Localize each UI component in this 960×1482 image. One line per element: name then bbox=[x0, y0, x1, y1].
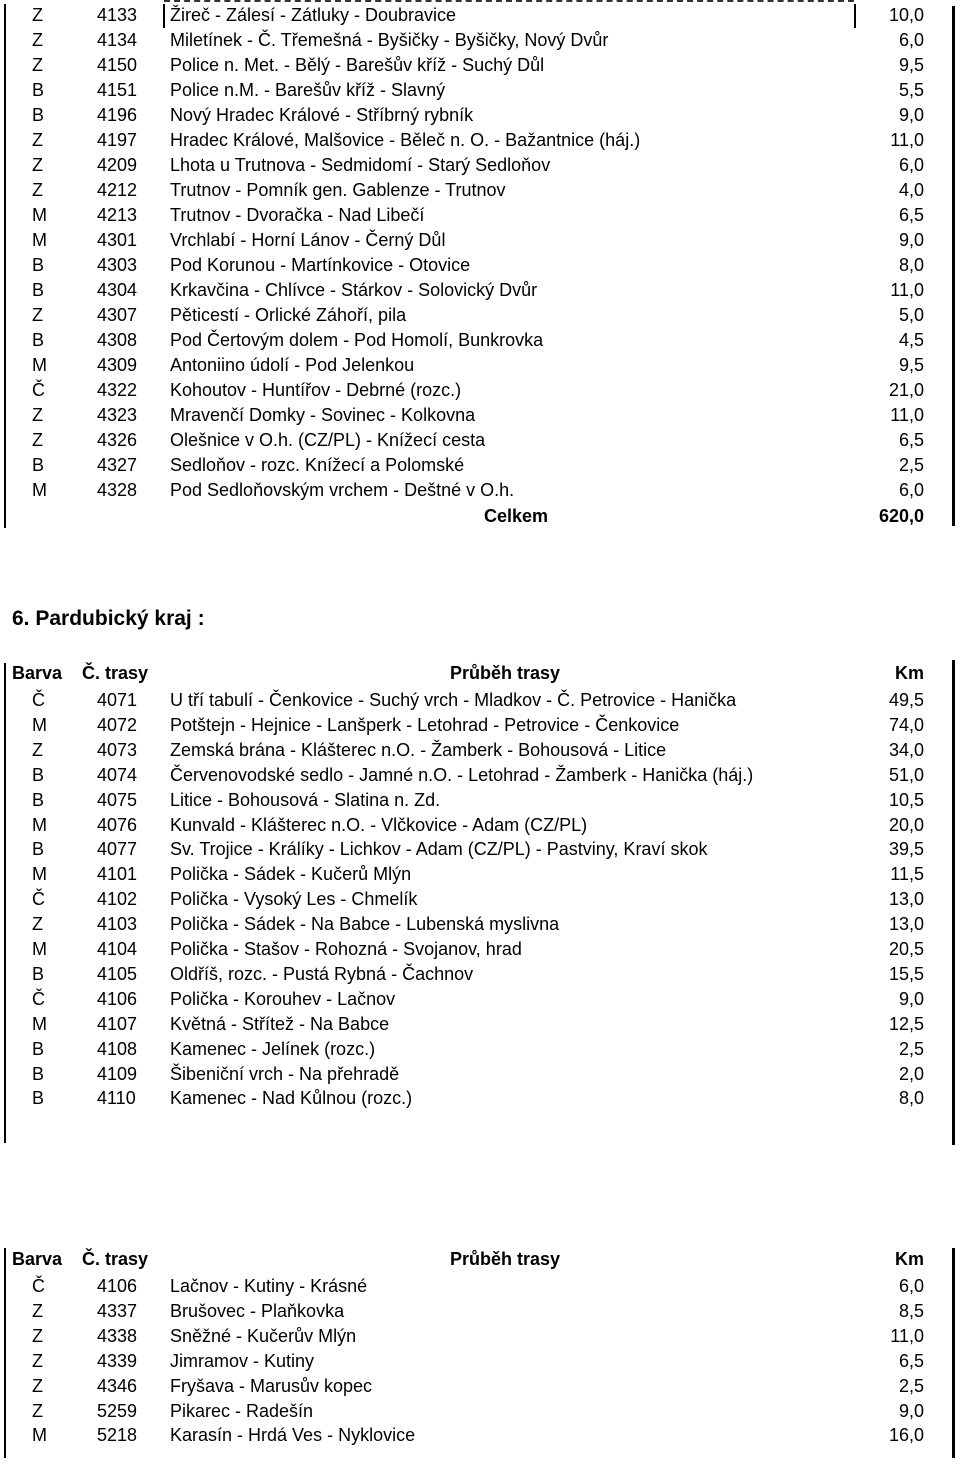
table-row bbox=[0, 837, 960, 862]
trail-route: Nový Hradec Králové - Stříbrný rybník bbox=[170, 105, 474, 125]
trail-color: B bbox=[32, 280, 45, 300]
trail-km: 12,5 bbox=[888, 1013, 924, 1034]
table-row bbox=[0, 1324, 960, 1349]
trail-route: Litice - Bohousová - Slatina n. Zd. bbox=[170, 789, 441, 810]
trail-route: Sedloňov - rozc. Knížecí a Polomské bbox=[170, 455, 465, 475]
trail-color: Z bbox=[32, 1350, 43, 1371]
trail-color: Z bbox=[32, 155, 43, 175]
trail-km: 39,5 bbox=[888, 839, 924, 860]
trail-number: 4103 bbox=[97, 914, 138, 935]
trail-route: Fryšava - Marusův kopec bbox=[170, 1375, 373, 1396]
trail-route: Šibeniční vrch - Na přehradě bbox=[170, 1063, 400, 1084]
trail-km: 5,0 bbox=[898, 305, 924, 325]
trail-route: Trutnov - Pomník gen. Gablenze - Trutnov bbox=[170, 180, 506, 200]
table3-header bbox=[0, 1247, 960, 1272]
trail-color: B bbox=[32, 839, 45, 860]
trail-km: 6,5 bbox=[898, 1350, 924, 1371]
trail-km: 2,0 bbox=[898, 1063, 924, 1084]
trail-number: 4074 bbox=[97, 764, 138, 785]
trail-color: B bbox=[32, 764, 45, 785]
trail-number: 4301 bbox=[97, 230, 138, 250]
trail-color: B bbox=[32, 455, 45, 475]
trail-number: 4309 bbox=[97, 355, 138, 375]
trail-km: 9,5 bbox=[898, 55, 924, 75]
trail-number: 4151 bbox=[97, 80, 138, 100]
table-row bbox=[0, 688, 960, 713]
trail-route: Trutnov - Dvoračka - Nad Libečí bbox=[170, 205, 425, 225]
trail-number: 5259 bbox=[97, 1400, 138, 1421]
trail-route: Oldříš, rozc. - Pustá Rybná - Čachnov bbox=[170, 963, 474, 984]
trail-color: Z bbox=[32, 5, 43, 25]
trail-color: Z bbox=[32, 305, 43, 325]
trail-color: M bbox=[32, 1425, 47, 1446]
table-row bbox=[0, 1374, 960, 1399]
table-row bbox=[0, 253, 960, 278]
table-row bbox=[0, 862, 960, 887]
trail-km: 2,5 bbox=[898, 455, 924, 475]
trail-km: 9,5 bbox=[898, 355, 924, 375]
table-row bbox=[0, 1349, 960, 1374]
trail-color: B bbox=[32, 80, 45, 100]
trail-route: Pod Sedloňovským vrchem - Deštné v O.h. bbox=[170, 480, 515, 500]
trail-km: 2,5 bbox=[898, 1038, 924, 1059]
trail-number: 4326 bbox=[97, 430, 138, 450]
trail-number: 4133 bbox=[97, 5, 138, 25]
trail-km: 6,0 bbox=[898, 155, 924, 175]
trail-color: M bbox=[32, 480, 47, 500]
trail-number: 4213 bbox=[97, 205, 138, 225]
col-header-num: Č. trasy bbox=[82, 663, 149, 683]
trail-route: Červenovodské sedlo - Jamné n.O. - Letohrad - Žamberk - Hanička (háj.) bbox=[170, 764, 754, 785]
col-header-km: Km bbox=[894, 663, 924, 683]
table-row bbox=[0, 937, 960, 962]
trail-route: Police n. Met. - Bělý - Barešův kříž - Suchý Důl bbox=[170, 55, 545, 75]
trail-km: 8,0 bbox=[898, 1088, 924, 1109]
trail-route: Brušovec - Plaňkovka bbox=[170, 1300, 345, 1321]
col-header-route: Průběh trasy bbox=[450, 663, 561, 683]
trail-route: Pod Čertovým dolem - Pod Homolí, Bunkrovka bbox=[170, 330, 544, 350]
trail-number: 4197 bbox=[97, 130, 138, 150]
trail-number: 4327 bbox=[97, 455, 138, 475]
trail-number: 4110 bbox=[97, 1088, 136, 1109]
table1-total-row bbox=[0, 504, 960, 529]
table-row bbox=[0, 788, 960, 813]
table-row bbox=[0, 128, 960, 153]
trail-km: 8,5 bbox=[898, 1300, 924, 1321]
table-row bbox=[0, 403, 960, 428]
table-row bbox=[0, 103, 960, 128]
trail-number: 4307 bbox=[97, 305, 138, 325]
trail-color: Č bbox=[32, 889, 45, 910]
trail-color: B bbox=[32, 105, 45, 125]
trail-km: 11,0 bbox=[890, 280, 924, 300]
trail-color: M bbox=[32, 355, 47, 375]
trail-route: Polička - Korouhev - Lačnov bbox=[170, 988, 396, 1009]
trail-color: Z bbox=[32, 1325, 43, 1346]
table-row bbox=[0, 1037, 960, 1062]
total-label: Celkem bbox=[483, 506, 548, 526]
trail-route: Kohoutov - Huntířov - Debrné (rozc.) bbox=[170, 380, 462, 400]
table-row bbox=[0, 303, 960, 328]
trail-number: 4108 bbox=[97, 1038, 138, 1059]
table-row bbox=[0, 453, 960, 478]
table-row bbox=[0, 1399, 960, 1424]
trail-number: 4209 bbox=[97, 155, 138, 175]
trail-number: 4212 bbox=[97, 180, 138, 200]
col-header-num: Č. trasy bbox=[82, 1249, 149, 1269]
trail-route: Polička - Stašov - Rohozná - Svojanov, hrad bbox=[170, 939, 522, 959]
trail-color: M bbox=[32, 205, 47, 225]
table-row bbox=[0, 428, 960, 453]
trail-number: 4150 bbox=[97, 55, 138, 75]
trail-route: Květná - Střítež - Na Babce bbox=[170, 1013, 390, 1034]
trail-km: 51,0 bbox=[888, 764, 924, 785]
trail-km: 11,0 bbox=[890, 1325, 924, 1346]
trail-color: Č bbox=[32, 988, 45, 1009]
table2-header bbox=[0, 661, 960, 686]
trail-km: 6,0 bbox=[898, 30, 924, 50]
trail-km: 4,5 bbox=[898, 330, 924, 350]
trail-color: M bbox=[32, 230, 47, 250]
trail-km: 9,0 bbox=[898, 988, 924, 1009]
trail-km: 16,0 bbox=[888, 1425, 924, 1446]
trail-km: 6,0 bbox=[898, 1276, 924, 1296]
table-row bbox=[0, 1062, 960, 1087]
trail-number: 4102 bbox=[97, 889, 138, 910]
trail-color: B bbox=[32, 963, 45, 984]
table-row bbox=[0, 763, 960, 788]
trail-route: Mravenčí Domky - Sovinec - Kolkovna bbox=[170, 405, 476, 425]
trail-km: 10,0 bbox=[888, 5, 924, 25]
trail-number: 4323 bbox=[97, 405, 138, 425]
trail-number: 4105 bbox=[97, 963, 138, 984]
trail-color: Z bbox=[32, 430, 43, 450]
trail-color: Z bbox=[32, 1300, 43, 1321]
trail-color: Z bbox=[32, 55, 43, 75]
trail-km: 11,5 bbox=[890, 864, 924, 885]
trail-color: Z bbox=[32, 405, 43, 425]
trail-number: 4339 bbox=[97, 1350, 138, 1371]
trail-route: Potštejn - Hejnice - Lanšperk - Letohrad - Petrovice - Čenkovice bbox=[170, 714, 680, 735]
table-row bbox=[0, 1423, 960, 1448]
trail-km: 11,0 bbox=[890, 130, 924, 150]
trail-km: 6,0 bbox=[898, 480, 924, 500]
trail-number: 4101 bbox=[97, 864, 138, 885]
trail-number: 5218 bbox=[97, 1425, 138, 1446]
trail-route: Polička - Sádek - Na Babce - Lubenská myslivna bbox=[170, 914, 560, 935]
trail-route: Polička - Vysoký Les - Chmelík bbox=[170, 889, 418, 910]
trail-number: 4109 bbox=[97, 1063, 138, 1084]
trail-km: 6,5 bbox=[898, 205, 924, 225]
trail-number: 4304 bbox=[97, 280, 138, 300]
trail-color: Č bbox=[32, 1276, 45, 1296]
trail-number: 4076 bbox=[97, 814, 138, 835]
table-row bbox=[0, 228, 960, 253]
trail-route: Karasín - Hrdá Ves - Nyklovice bbox=[170, 1425, 416, 1446]
trail-color: B bbox=[32, 1063, 45, 1084]
table-row bbox=[0, 738, 960, 763]
trail-km: 6,5 bbox=[898, 430, 924, 450]
col-header-km: Km bbox=[894, 1249, 924, 1269]
trail-route: Žireč - Zálesí - Zátluky - Doubravice bbox=[170, 5, 457, 25]
trail-route: Antoniino údolí - Pod Jelenkou bbox=[170, 355, 415, 375]
trail-color: Z bbox=[32, 130, 43, 150]
trail-km: 21,0 bbox=[888, 380, 924, 400]
trail-number: 4337 bbox=[97, 1300, 138, 1321]
trail-km: 20,5 bbox=[888, 939, 924, 959]
trail-number: 4071 bbox=[97, 690, 138, 710]
trail-km: 9,0 bbox=[898, 105, 924, 125]
trail-km: 2,5 bbox=[898, 1375, 924, 1396]
trail-route: Zemská brána - Klášterec n.O. - Žamberk - Bohousová - Litice bbox=[170, 739, 667, 760]
col-header-route: Průběh trasy bbox=[450, 1249, 561, 1269]
trail-number: 4303 bbox=[97, 255, 138, 275]
total-value: 620,0 bbox=[878, 506, 924, 526]
trail-route: Olešnice v O.h. (CZ/PL) - Knížecí cesta bbox=[170, 430, 486, 450]
table-row bbox=[0, 353, 960, 378]
trail-number: 4077 bbox=[97, 839, 138, 860]
trail-number: 4073 bbox=[97, 739, 138, 760]
table-row bbox=[0, 987, 960, 1012]
trail-km: 13,0 bbox=[888, 889, 924, 910]
trail-color: B bbox=[32, 255, 45, 275]
trail-route: Pěticestí - Orlické Záhoří, pila bbox=[170, 305, 407, 325]
trail-route: Vrchlabí - Horní Lánov - Černý Důl bbox=[170, 230, 446, 250]
table-row bbox=[0, 328, 960, 353]
trail-number: 4134 bbox=[97, 30, 138, 50]
trail-km: 74,0 bbox=[888, 714, 924, 735]
trail-route: Kamenec - Jelínek (rozc.) bbox=[170, 1038, 376, 1059]
table-row bbox=[0, 887, 960, 912]
trail-number: 4322 bbox=[97, 380, 138, 400]
col-header-color: Barva bbox=[12, 1249, 63, 1269]
trail-route: Sněžné - Kučerův Mlýn bbox=[170, 1325, 357, 1346]
trail-color: B bbox=[32, 1088, 45, 1109]
trail-km: 10,5 bbox=[888, 789, 924, 810]
trail-route: Lačnov - Kutiny - Krásné bbox=[170, 1276, 368, 1296]
table-row bbox=[0, 1274, 960, 1299]
trail-km: 49,5 bbox=[888, 690, 924, 710]
trail-color: M bbox=[32, 714, 47, 735]
table-row bbox=[0, 178, 960, 203]
trail-color: Z bbox=[32, 1400, 43, 1421]
trail-km: 9,0 bbox=[898, 230, 924, 250]
trail-number: 4328 bbox=[97, 480, 138, 500]
trail-km: 34,0 bbox=[888, 739, 924, 760]
table-row bbox=[0, 813, 960, 838]
trail-color: M bbox=[32, 864, 47, 885]
table-row bbox=[0, 378, 960, 403]
trail-km: 13,0 bbox=[888, 914, 924, 935]
trail-route: Polička - Sádek - Kučerů Mlýn bbox=[170, 864, 412, 885]
trail-route: Kamenec - Nad Kůlnou (rozc.) bbox=[170, 1088, 413, 1109]
trail-color: Z bbox=[32, 180, 43, 200]
trail-color: M bbox=[32, 814, 47, 835]
table-row bbox=[0, 3, 960, 28]
trail-color: M bbox=[32, 1013, 47, 1034]
trail-color: Z bbox=[32, 30, 43, 50]
trail-route: U tří tabulí - Čenkovice - Suchý vrch - Mladkov - Č. Petrovice - Hanička bbox=[170, 690, 737, 710]
trail-km: 8,0 bbox=[898, 255, 924, 275]
trail-route: Police n.M. - Barešův kříž - Slavný bbox=[170, 80, 446, 100]
trail-number: 4107 bbox=[97, 1013, 138, 1034]
table-row bbox=[0, 478, 960, 503]
trail-route: Pikarec - Radešín bbox=[170, 1400, 314, 1421]
trail-route: Miletínek - Č. Třemešná - Byšičky - Byšičky, Nový Dvůr bbox=[170, 30, 609, 50]
table-row bbox=[0, 278, 960, 303]
table-row bbox=[0, 1086, 960, 1111]
trail-number: 4346 bbox=[97, 1375, 138, 1396]
trail-km: 5,5 bbox=[898, 80, 924, 100]
table-row bbox=[0, 1012, 960, 1037]
trail-color: Č bbox=[32, 380, 45, 400]
table-row bbox=[0, 78, 960, 103]
trail-route: Jimramov - Kutiny bbox=[170, 1350, 315, 1371]
trail-color: B bbox=[32, 789, 45, 810]
trail-route: Lhota u Trutnova - Sedmidomí - Starý Sedloňov bbox=[170, 155, 551, 175]
trail-number: 4308 bbox=[97, 330, 138, 350]
trail-km: 9,0 bbox=[898, 1400, 924, 1421]
trail-color: Z bbox=[32, 1375, 43, 1396]
trail-color: B bbox=[32, 1038, 45, 1059]
col-header-color: Barva bbox=[12, 663, 63, 683]
trail-km: 11,0 bbox=[890, 405, 924, 425]
trail-km: 20,0 bbox=[888, 814, 924, 835]
trail-color: Z bbox=[32, 739, 43, 760]
table-row bbox=[0, 28, 960, 53]
table-row bbox=[0, 153, 960, 178]
trail-km: 15,5 bbox=[888, 963, 924, 984]
trail-number: 4196 bbox=[97, 105, 138, 125]
trail-color: B bbox=[32, 330, 45, 350]
trail-color: M bbox=[32, 939, 47, 959]
table-row bbox=[0, 962, 960, 987]
trail-route: Hradec Králové, Malšovice - Běleč n. O. - Bažantnice (háj.) bbox=[170, 130, 641, 150]
trail-number: 4072 bbox=[97, 714, 138, 735]
trail-km: 4,0 bbox=[898, 180, 924, 200]
trail-route: Krkavčina - Chlívce - Stárkov - Solovický Dvůr bbox=[170, 280, 538, 300]
trail-color: Z bbox=[32, 914, 43, 935]
trail-color: Č bbox=[32, 690, 45, 710]
trail-number: 4104 bbox=[97, 939, 138, 959]
trail-number: 4106 bbox=[97, 1276, 138, 1296]
table-row bbox=[0, 1299, 960, 1324]
table-row bbox=[0, 203, 960, 228]
trail-number: 4338 bbox=[97, 1325, 138, 1346]
top-dashed-rule bbox=[164, 0, 854, 2]
trail-number: 4106 bbox=[97, 988, 138, 1009]
trail-route: Pod Korunou - Martínkovice - Otovice bbox=[170, 255, 471, 275]
table-row bbox=[0, 713, 960, 738]
section-heading: 6. Pardubický kraj : bbox=[12, 607, 205, 630]
table-row bbox=[0, 912, 960, 937]
trail-route: Sv. Trojice - Králíky - Lichkov - Adam (CZ/PL) - Pastviny, Kraví skok bbox=[170, 839, 708, 860]
trail-route: Kunvald - Klášterec n.O. - Vlčkovice - Adam (CZ/PL) bbox=[170, 814, 588, 835]
trail-number: 4075 bbox=[97, 789, 138, 810]
table-row bbox=[0, 53, 960, 78]
